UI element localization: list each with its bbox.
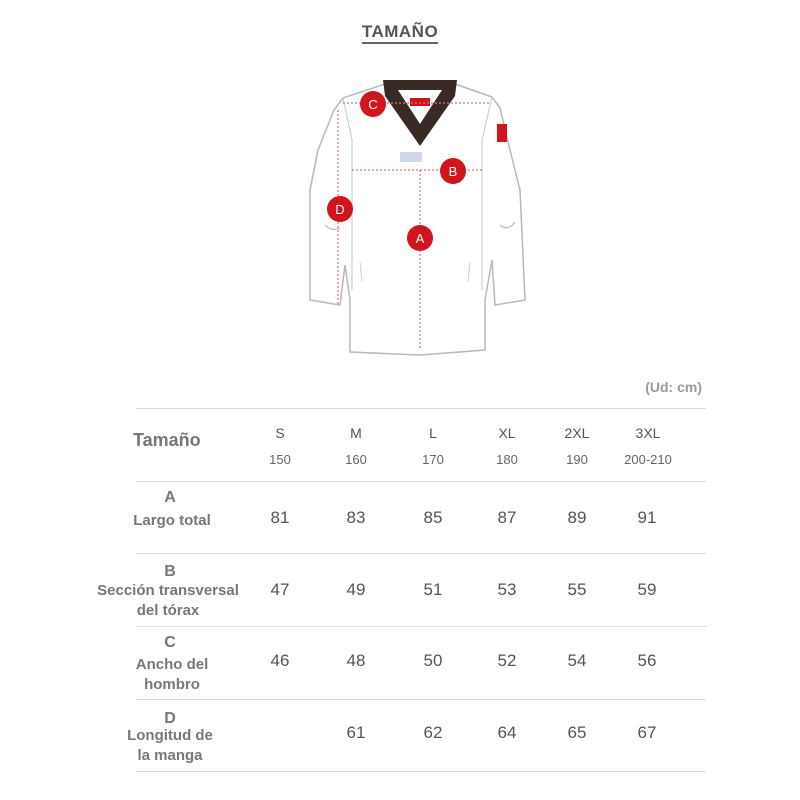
table-cell: 49 [346, 580, 366, 599]
svg-text:A: A [415, 231, 425, 246]
table-cell: 62 [423, 723, 443, 742]
table-cell: 50 [423, 651, 443, 670]
svg-text:D: D [335, 202, 345, 217]
size-column-m [326, 425, 386, 467]
row-name-c: Ancho del hombro [135, 656, 209, 693]
row-name-d: Longitud de la manga [127, 727, 213, 764]
page-title: TAMAÑO [0, 22, 800, 42]
table-cell: 67 [637, 723, 657, 742]
table-cell: 64 [497, 723, 517, 742]
size-column-s [250, 425, 310, 467]
size-header-label: Tamaño [133, 430, 201, 450]
jersey-diagram [290, 70, 540, 370]
table-cell: 46 [270, 651, 290, 670]
unit-note: (Ud: cm) [645, 379, 702, 395]
table-cell: 54 [567, 651, 587, 670]
table-cell: 52 [497, 651, 517, 670]
size-height: 200-210 [624, 452, 672, 467]
table-cell: 91 [637, 508, 657, 527]
size-name: L [429, 425, 437, 441]
size-height: 170 [422, 452, 444, 467]
row-letter-b: B [164, 563, 176, 580]
size-name: S [275, 425, 285, 441]
table-divider [136, 408, 706, 409]
row-letter-c: C [164, 634, 176, 651]
row-name-a: Largo total [133, 512, 211, 529]
table-cell: 51 [423, 580, 443, 599]
table-divider [136, 553, 706, 554]
table-cell: 53 [497, 580, 517, 599]
table-divider [136, 771, 706, 772]
size-name: M [350, 425, 362, 441]
size-height: 180 [496, 452, 518, 467]
svg-text:C: C [368, 97, 378, 112]
table-cell: 83 [346, 508, 366, 527]
size-name: XL [498, 425, 516, 441]
row-letter-d: D [164, 710, 176, 727]
marker-c [360, 91, 386, 117]
table-cell: 55 [567, 580, 587, 599]
size-name: 3XL [635, 425, 661, 441]
table-cell: 87 [497, 508, 517, 527]
size-column-xl [477, 425, 537, 467]
table-cell: 81 [270, 508, 290, 527]
table-cell: 85 [423, 508, 443, 527]
table-divider [136, 699, 706, 700]
table-cell: 47 [270, 580, 290, 599]
marker-a [407, 225, 433, 251]
size-height: 160 [345, 452, 367, 467]
svg-text:B: B [448, 164, 458, 179]
marker-d [327, 196, 353, 222]
size-height: 150 [269, 452, 291, 467]
table-divider [136, 626, 706, 627]
size-height: 190 [566, 452, 588, 467]
row-letter-a: A [164, 489, 176, 506]
table-cell: 61 [346, 723, 366, 742]
table-cell: 65 [567, 723, 587, 742]
marker-b [440, 158, 466, 184]
sleeve-badge [497, 124, 507, 142]
table-cell: 56 [637, 651, 657, 670]
size-column-l [403, 425, 463, 467]
size-name: 2XL [564, 425, 590, 441]
chest-logo [400, 152, 422, 162]
table-cell: 59 [637, 580, 657, 599]
table-divider [136, 481, 706, 482]
table-cell: 89 [567, 508, 587, 527]
table-cell: 48 [346, 651, 366, 670]
size-column-3xl [612, 425, 684, 467]
size-column-2xl [547, 425, 607, 467]
row-name-b: Sección transversal del tórax [97, 582, 239, 619]
